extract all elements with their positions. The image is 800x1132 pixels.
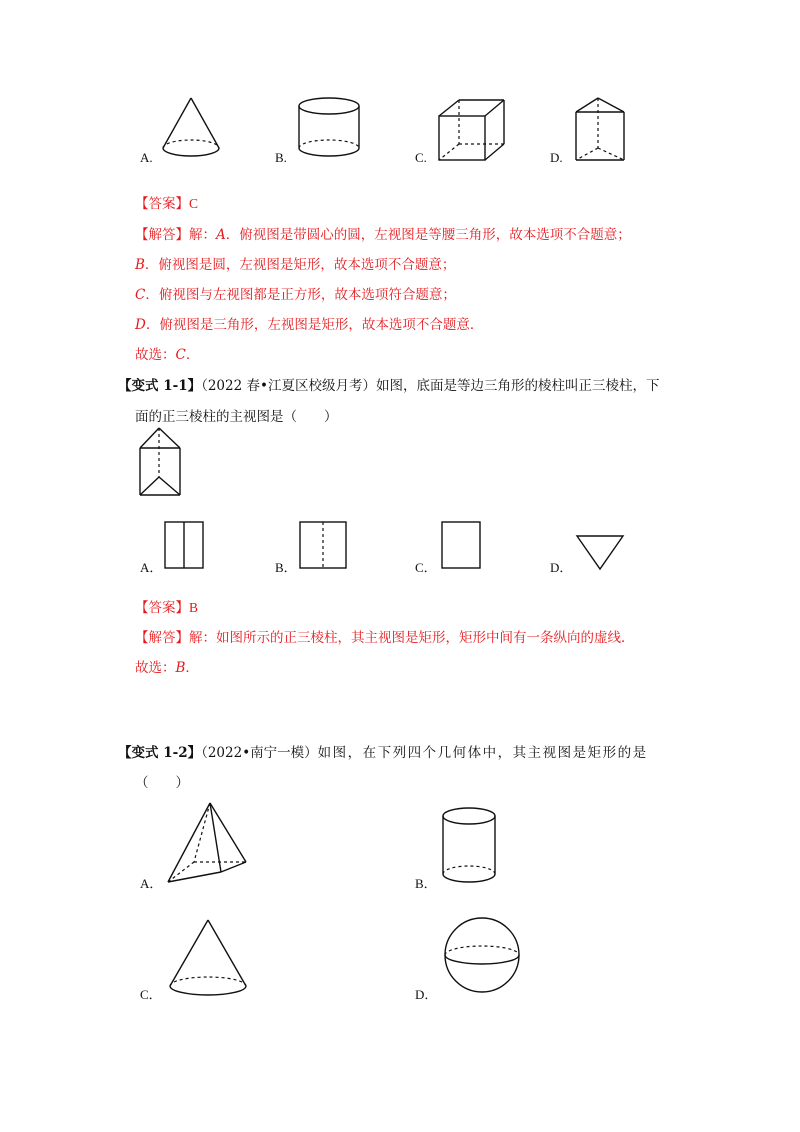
answer-tag: 【答案】 (135, 196, 189, 212)
question-1-2-line2 (135, 771, 189, 791)
analysis-line-a (135, 223, 631, 243)
question-text-2: 面的正三棱柱的主视图是（ ） (135, 409, 338, 425)
rectangle-dashed-divider-figure (298, 520, 348, 570)
conclusion-prefix: 故选： (135, 660, 176, 676)
option-a-label: A． (140, 560, 163, 575)
analysis-tag: 【解答】 (135, 227, 189, 243)
answer-line (135, 596, 198, 616)
cone-figure (160, 96, 222, 162)
analysis-text-a: ．俯视图是带圆心的圆，左视图是等腰三角形，故本选项不合题意； (225, 227, 631, 243)
option-b-label: B． (415, 876, 437, 891)
option-d-label: D. (550, 150, 563, 165)
cylinder-figure (296, 96, 362, 162)
analysis-text-c: ．俯视图与左视图都是正方形，故本选项符合题意； (145, 287, 456, 303)
answer-line (135, 192, 198, 212)
option-c-label: C． (415, 560, 437, 575)
question-text-1: 如图，底面是等边三角形的棱柱叫正三棱柱，下 (375, 378, 660, 394)
problem1-options (0, 0, 800, 180)
cone-figure (166, 918, 250, 998)
conclusion-suffix: ． (185, 660, 199, 676)
answer-tag: 【答案】 (135, 600, 189, 616)
analysis-line (135, 626, 635, 646)
square-pyramid-figure (164, 800, 250, 886)
conclusion-prefix: 故选： (135, 347, 176, 363)
sphere-figure (442, 915, 522, 995)
question-source: （2022 春•江夏区校级月考） (201, 378, 376, 394)
option-a-label: A． (140, 876, 163, 891)
option-a-label: A. (140, 150, 153, 165)
question-1-2-line1 (118, 741, 648, 761)
option-d-label: D． (415, 987, 438, 1002)
rectangle-solid-divider-figure (163, 520, 205, 570)
question-tag: 【变式 1-2】 (118, 745, 202, 761)
conclusion-letter: C (175, 347, 186, 363)
analysis-letter-c: C (135, 287, 146, 303)
answer-value: C (189, 196, 199, 211)
analysis-text-d: ．俯视图是三角形，左视图是矩形，故本选项不合题意． (145, 317, 484, 333)
conclusion-line (135, 656, 199, 676)
question-1-1-line1 (118, 374, 659, 394)
rectangle-figure (440, 520, 482, 570)
cylinder-figure (440, 806, 498, 886)
inverted-triangle-figure (575, 534, 625, 572)
option-d-label: D． (550, 560, 573, 575)
analysis-intro: 解： (189, 227, 216, 243)
question-tag: 【变式 1-1】 (118, 378, 202, 394)
triangular-prism-figure (137, 425, 183, 497)
analysis-text: 解：如图所示的正三棱柱，其主视图是矩形，矩形中间有一条纵向的虚线． (189, 630, 635, 646)
option-c-label: C. (415, 150, 427, 165)
analysis-tag: 【解答】 (135, 630, 189, 646)
option-b-label: B． (275, 560, 297, 575)
option-b-label: B. (275, 150, 287, 165)
question-source: （2022•南宁一模） (201, 745, 318, 761)
question-1-1-line2 (135, 405, 338, 425)
analysis-letter-d: D (135, 317, 146, 333)
analysis-line-d (135, 313, 483, 333)
analysis-letter-a: A (216, 227, 226, 243)
analysis-line-c (135, 283, 456, 303)
conclusion-suffix: ． (185, 347, 200, 363)
question-text-1: 如图，在下列四个几何体中，其主视图是矩形的是 (317, 745, 648, 761)
triangular-prism-figure (572, 96, 632, 162)
analysis-text-b: ．俯视图是圆，左视图是矩形，故本选项不合题意； (144, 257, 456, 273)
option-c-label: C． (140, 987, 162, 1002)
conclusion-letter: B (175, 660, 186, 676)
question-text-2: （ ） (135, 775, 189, 791)
conclusion-line (135, 343, 199, 363)
analysis-letter-b: B (135, 257, 145, 273)
answer-value: B (189, 600, 199, 615)
analysis-line-b (135, 253, 455, 273)
cube-figure (436, 96, 508, 162)
